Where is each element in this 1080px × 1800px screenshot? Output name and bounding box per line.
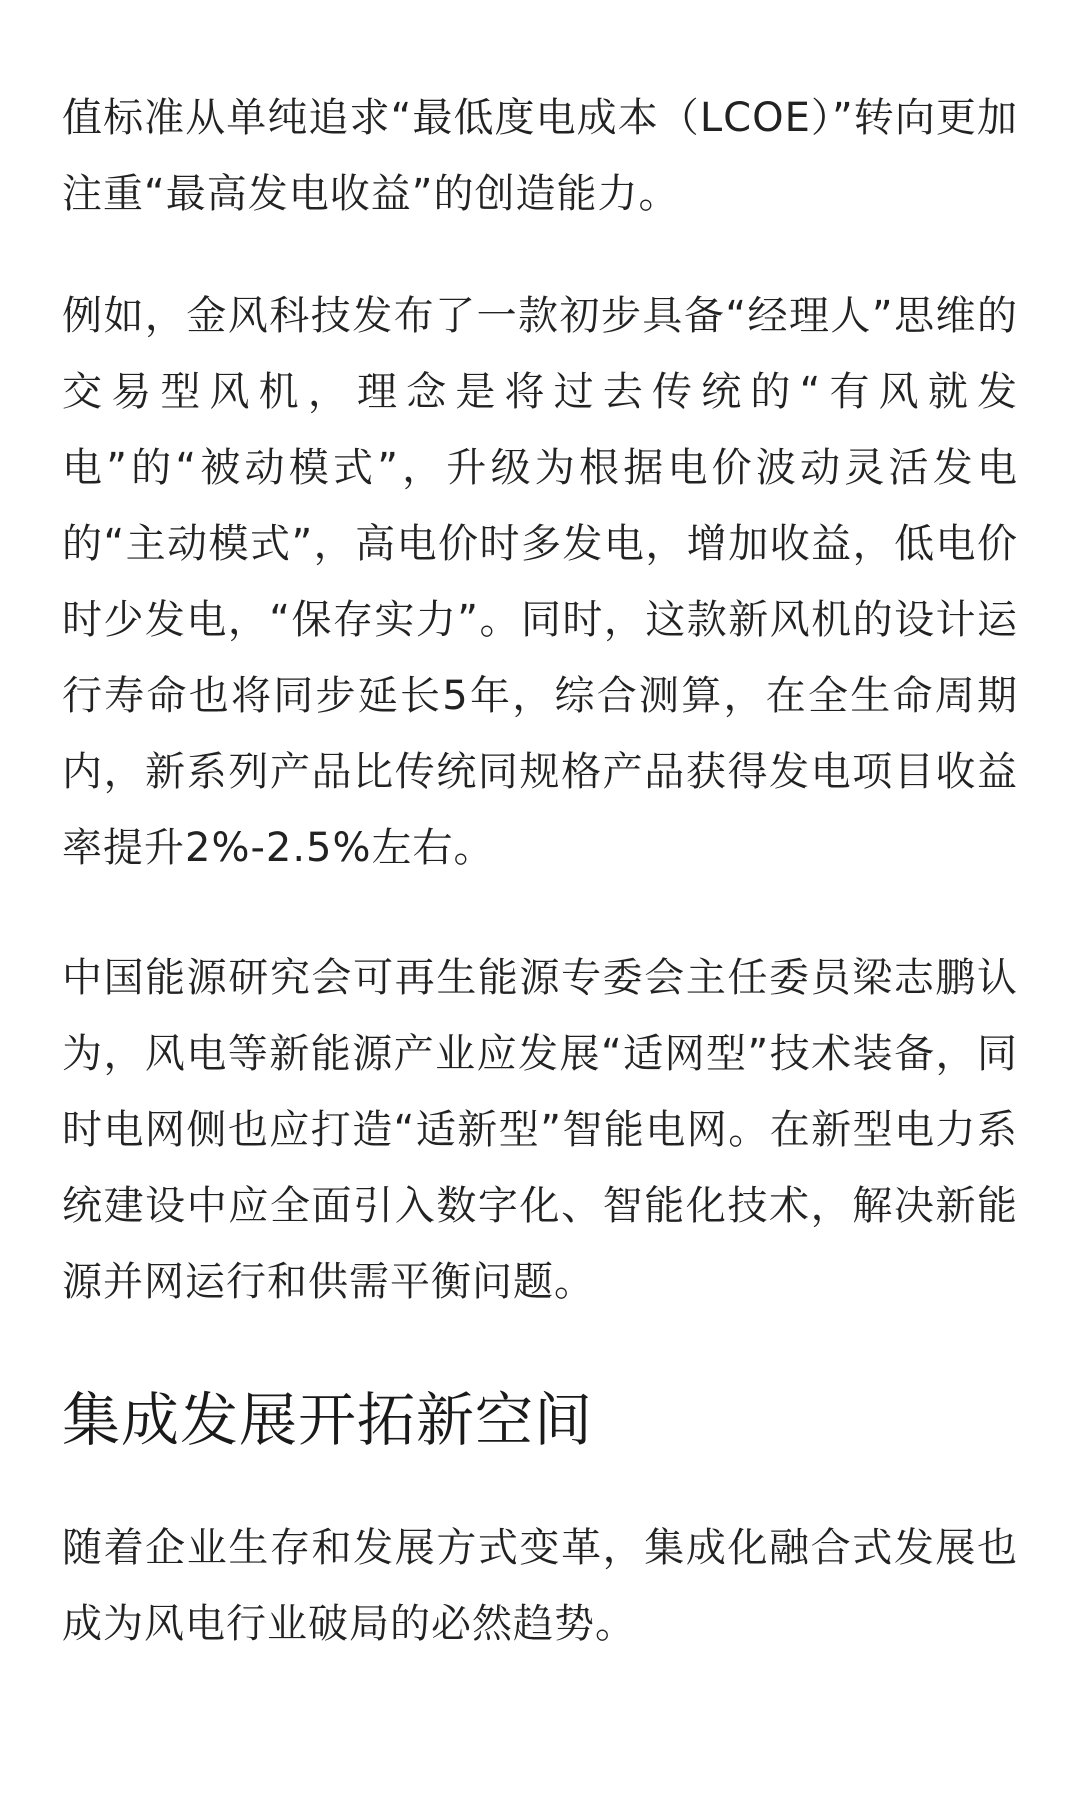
- paragraph-goldwind-example: 例如，金风科技发布了一款初步具备“经理人”思维的交易型风机，理念是将过去传统的“有风就发电”的“被动模式”，升级为根据电价波动灵活发电的“主动模式”，高电价时多发电，增加收益，低电价时少发电，“保存实力”。同时，这款新风机的设计运行寿命也将同步延长5年，综合测算，在全生命周期内，新系列产品比传统同规格产品获得发电项目收益率提升2%-2.5%左右。: [62, 293, 1018, 871]
- article-body: [62, 80, 1018, 1662]
- section-heading: 集成发展开拓新空间: [62, 1386, 594, 1454]
- paragraph-lcoe-shift: 值标准从单纯追求“最低度电成本（LCOE）”转向更加注重“最高发电收益”的创造能力。: [62, 95, 1018, 217]
- paragraph-integration-trend: 随着企业生存和发展方式变革，集成化融合式发展也成为风电行业破局的必然趋势。: [62, 1525, 1018, 1647]
- paragraph-expert-opinion: 中国能源研究会可再生能源专委会主任委员梁志鹏认为，风电等新能源产业应发展“适网型”技术装备，同时电网侧也应打造“适新型”智能电网。在新型电力系统建设中应全面引入数字化、智能化技术，解决新能源并网运行和供需平衡问题。: [62, 955, 1018, 1305]
